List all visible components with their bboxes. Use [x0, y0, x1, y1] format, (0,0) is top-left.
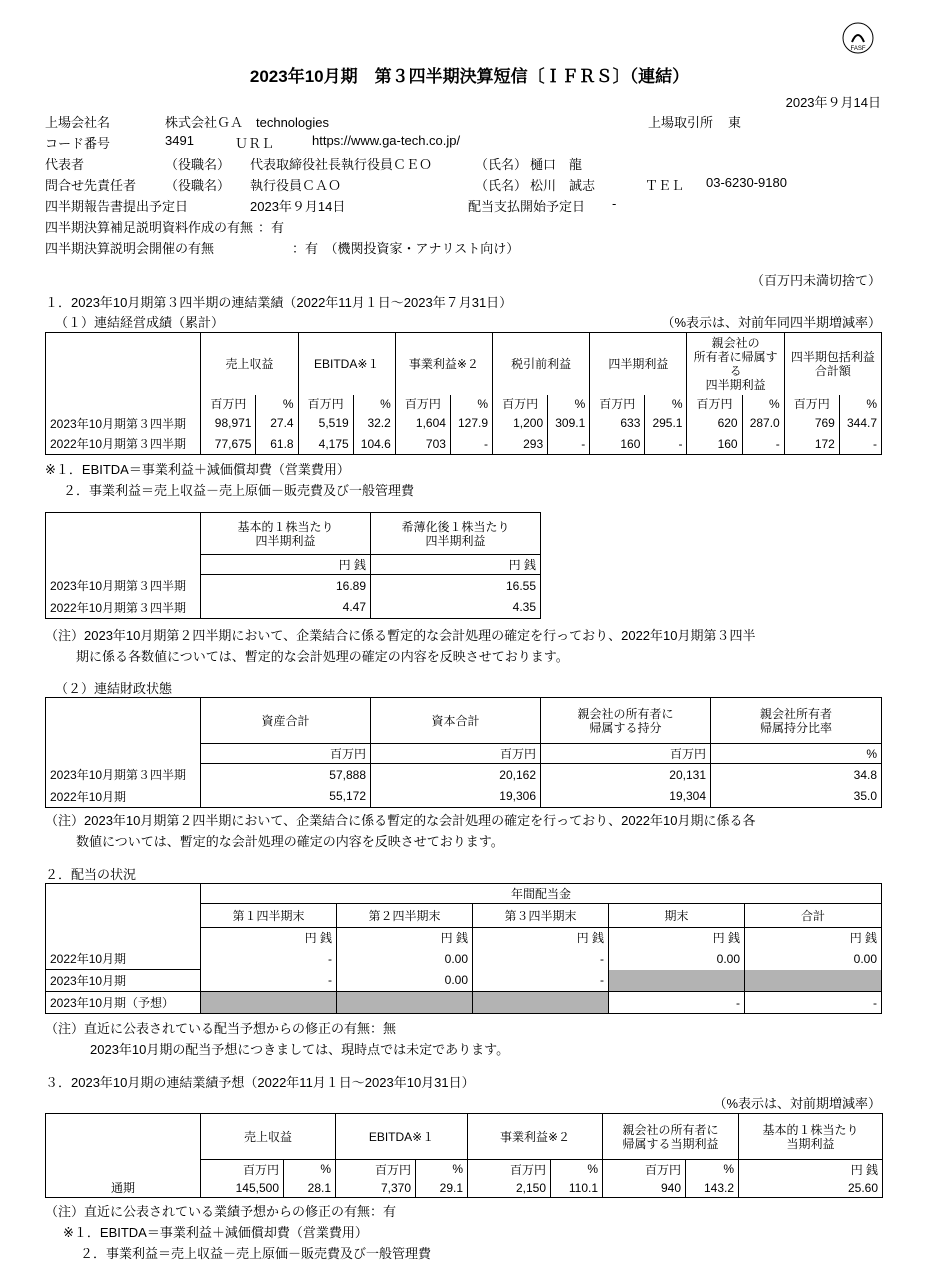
table-cell: 98,971 [201, 413, 256, 434]
table-cell: - [609, 992, 745, 1014]
exchange: 東 [728, 115, 742, 130]
contact-label: 問合せ先責任者 [45, 178, 137, 193]
unit-label: % [284, 1160, 336, 1179]
table-cell: 55,172 [201, 786, 371, 808]
table-cell: 703 [395, 434, 450, 455]
table-cell: 4.47 [201, 597, 371, 619]
table-cell: 35.0 [711, 786, 882, 808]
footnote-business-profit: ２．事業利益＝売上収益－売上原価－販売費及び一般管理費 [63, 483, 415, 498]
column-header: 第１四半期末 [201, 904, 337, 928]
footnote-ebitda-2: ※１．EBITDA＝事業利益＋減価償却費（営業費用） [63, 1225, 368, 1240]
table-cell: 19,306 [371, 786, 541, 808]
column-header: 税引前利益 [493, 333, 590, 395]
table-cell [46, 884, 201, 904]
note-1: （注）2023年10月期第２四半期において、企業結合に係る暫定的な会計処理の確定を行っており、2022年10月期第３四半 [45, 628, 756, 643]
column-header: 親会社所有者 帰属持分比率 [711, 698, 882, 744]
unit-label: 百万円 [468, 1160, 551, 1179]
unit-label: 百万円 [395, 395, 450, 413]
rep-title: 代表取締役社長執行役員ＣＥＯ [250, 157, 433, 172]
table-cell: - [473, 948, 609, 970]
row-label: 2023年10月期（予想） [46, 992, 201, 1014]
unit-label: % [711, 744, 882, 764]
table-cell: 344.7 [839, 413, 881, 434]
table-cell: 28.1 [284, 1179, 336, 1198]
unit-label: 円 銭 [745, 928, 882, 948]
row-label: 2023年10月期第３四半期 [46, 764, 201, 786]
company-label: 上場会社名 [45, 115, 111, 130]
unit-label: 百万円 [784, 395, 839, 413]
meeting-label: 四半期決算説明会開催の有無 [45, 241, 215, 256]
contact-name: 松川 誠志 [530, 178, 596, 193]
column-header: 売上収益 [201, 1114, 336, 1160]
table-cell [46, 698, 201, 744]
unit-label: 百万円 [603, 1160, 686, 1179]
financial-position-table [45, 697, 882, 808]
table-cell: 57,888 [201, 764, 371, 786]
table-cell [609, 970, 745, 992]
table-row [46, 786, 882, 808]
table-row [46, 597, 541, 619]
dividend-start-label: 配当支払開始予定日 [468, 199, 586, 214]
unit-row [46, 744, 882, 764]
unit-label: 百万円 [201, 395, 256, 413]
table-cell: 0.00 [609, 948, 745, 970]
meeting-value: ：有 （機関投資家・アナリスト向け） [292, 241, 520, 256]
table-cell: 0.00 [337, 948, 473, 970]
table-cell: 4.35 [371, 597, 541, 619]
rep-name-label: （氏名） [475, 157, 528, 172]
svg-text:FASF: FASF [850, 46, 866, 52]
unit-label: % [686, 1160, 739, 1179]
column-header: 第２四半期末 [337, 904, 473, 928]
table-cell: 145,500 [201, 1179, 284, 1198]
table-cell: 127.9 [450, 413, 492, 434]
code: 3491 [165, 133, 194, 148]
unit-label: % [256, 395, 298, 413]
row-label: 2023年10月期 [46, 970, 201, 992]
rep-name: 樋口 龍 [530, 157, 583, 172]
column-header: 資産合計 [201, 698, 371, 744]
unit-label: 百万円 [541, 744, 711, 764]
table-cell [745, 970, 882, 992]
contact-title: 執行役員ＣＡＯ [250, 178, 342, 193]
eps-table [45, 512, 541, 619]
unit-label: 円 銭 [201, 555, 371, 575]
report-date: 2023年９月14日 [250, 199, 346, 214]
unit-label: 百万円 [201, 744, 371, 764]
table-cell: 77,675 [201, 434, 256, 455]
unit-note: （百万円未満切捨て） [750, 273, 881, 288]
note-2: （注）2023年10月期第２四半期において、企業結合に係る暫定的な会計処理の確定を行っており、2022年10月期に係る各 [45, 813, 756, 828]
table-cell: 2,150 [468, 1179, 551, 1198]
table-cell [201, 992, 337, 1014]
tel: 03-6230-9180 [706, 175, 787, 190]
unit-row [46, 1160, 883, 1179]
row-label: 通期 [46, 1179, 201, 1198]
company-name: 株式会社ＧＡ technologies [165, 115, 329, 130]
table-cell: 633 [590, 413, 645, 434]
unit-label: 百万円 [687, 395, 742, 413]
section2-title: ２．配当の状況 [45, 867, 137, 882]
column-header: 資本合計 [371, 698, 541, 744]
tel-label: ＴＥＬ [645, 178, 685, 193]
group-header: 年間配当金 [201, 884, 882, 904]
dividends-table [45, 883, 882, 1014]
note-1b: 期に係る各数値については、暫定的な会計処理の確定の内容を反映させております。 [76, 649, 569, 664]
table-row [46, 1179, 883, 1198]
header-row [46, 904, 882, 928]
unit-label: % [551, 1160, 603, 1179]
dividend-start-date: - [612, 196, 617, 211]
row-label: 2023年10月期第３四半期 [46, 575, 201, 597]
table-cell: 0.00 [337, 970, 473, 992]
table-cell: 769 [784, 413, 839, 434]
table-cell [46, 1160, 201, 1179]
table-cell [46, 1114, 201, 1160]
unit-label: 百万円 [493, 395, 548, 413]
row-label: 2022年10月期 [46, 786, 201, 808]
operating-results-table [45, 332, 882, 455]
note-4: （注）直近に公表されている業績予想からの修正の有無：有 [45, 1204, 397, 1219]
table-cell: 4,175 [298, 434, 353, 455]
unit-label: % [548, 395, 590, 413]
table-cell: - [745, 992, 882, 1014]
contact-name-label: （氏名） [475, 178, 528, 193]
fasf-logo [842, 22, 874, 54]
unit-label: 円 銭 [371, 555, 541, 575]
table-cell [46, 555, 201, 575]
unit-label: 円 銭 [201, 928, 337, 948]
table-cell [46, 513, 201, 555]
exchange-label: 上場取引所 [648, 115, 714, 130]
unit-label: 円 銭 [609, 928, 745, 948]
table-cell: 0.00 [745, 948, 882, 970]
unit-label: 円 銭 [337, 928, 473, 948]
column-header: 親会社の所有者に 帰属する当期利益 [603, 1114, 739, 1160]
table-cell: 7,370 [336, 1179, 416, 1198]
report-label: 四半期報告書提出予定日 [45, 199, 189, 214]
table-cell: 620 [687, 413, 742, 434]
group-header-row [46, 884, 882, 904]
table-cell: 29.1 [416, 1179, 468, 1198]
header-row [46, 333, 882, 395]
table-cell: 309.1 [548, 413, 590, 434]
document-title: 2023年10月期 第３四半期決算短信〔ＩＦＲＳ〕（連結） [249, 67, 690, 86]
column-header: 親会社の 所有者に帰属す る 四半期利益 [687, 333, 784, 395]
column-header: 四半期利益 [590, 333, 687, 395]
column-header: 四半期包括利益 合計額 [784, 333, 881, 395]
table-cell: 20,131 [541, 764, 711, 786]
table-row [46, 970, 882, 992]
unit-label: 百万円 [201, 1160, 284, 1179]
table-row [46, 434, 882, 455]
footnote-business-profit-2: ２．事業利益＝売上収益－売上原価－販売費及び一般管理費 [80, 1246, 432, 1261]
unit-label: 円 銭 [473, 928, 609, 948]
table-cell: 16.55 [371, 575, 541, 597]
table-row [46, 992, 882, 1014]
code-label: コード番号 [45, 136, 111, 151]
table-cell: 34.8 [711, 764, 882, 786]
note-3: （注）直近に公表されている配当予想からの修正の有無：無 [45, 1021, 397, 1036]
section3-title: ３．2023年10月期の連結業績予想（2022年11月１日～2023年10月31日） [45, 1075, 475, 1090]
table-cell: 160 [590, 434, 645, 455]
url-label: ＵＲＬ [235, 136, 275, 151]
table-cell: 5,519 [298, 413, 353, 434]
header-row [46, 698, 882, 744]
table-cell: 295.1 [645, 413, 687, 434]
column-header: 事業利益※２ [395, 333, 492, 395]
table-cell: - [548, 434, 590, 455]
supp-label: 四半期決算補足説明資料作成の有無 [45, 220, 254, 235]
note-3b: 2023年10月期の配当予想につきましては、現時点では未定であります。 [90, 1042, 510, 1057]
table-cell: 143.2 [686, 1179, 739, 1198]
table-cell: 172 [784, 434, 839, 455]
unit-row [46, 395, 882, 413]
table-cell [337, 992, 473, 1014]
note-2b: 数値については、暫定的な会計処理の確定の内容を反映させております。 [76, 834, 504, 849]
column-header: 売上収益 [201, 333, 298, 395]
column-header: EBITDA※１ [336, 1114, 468, 1160]
header-row [46, 1114, 883, 1160]
column-header: 希薄化後１株当たり 四半期利益 [371, 513, 541, 555]
table-cell: 16.89 [201, 575, 371, 597]
table-cell [46, 904, 201, 928]
unit-label: % [742, 395, 784, 413]
section1-title: １．2023年10月期第３四半期の連結業績（2022年11月１日～2023年７月31日） [45, 295, 513, 310]
table-cell: 1,604 [395, 413, 450, 434]
table-cell: - [201, 970, 337, 992]
section1-1-title: （１）連結経営成績（累計） [55, 315, 225, 330]
footnote-ebitda: ※１．EBITDA＝事業利益＋減価償却費（営業費用） [45, 462, 350, 477]
unit-label: % [839, 395, 881, 413]
release-date: 2023年９月14日 [785, 95, 881, 110]
table-cell: - [742, 434, 784, 455]
column-header: 基本的１株当たり 当期利益 [739, 1114, 883, 1160]
unit-label: % [645, 395, 687, 413]
column-header: 基本的１株当たり 四半期利益 [201, 513, 371, 555]
table-cell: 104.6 [353, 434, 395, 455]
column-header: 事業利益※２ [468, 1114, 603, 1160]
contact-title-label: （役職名） [165, 178, 231, 193]
row-label: 2023年10月期第３四半期 [46, 413, 201, 434]
table-cell: 293 [493, 434, 548, 455]
column-header: 期末 [609, 904, 745, 928]
table-row [46, 764, 882, 786]
table-cell: - [839, 434, 881, 455]
table-cell [46, 333, 201, 395]
table-cell: 110.1 [551, 1179, 603, 1198]
table-cell: 25.60 [739, 1179, 883, 1198]
table-cell [46, 928, 201, 948]
table-cell: 940 [603, 1179, 686, 1198]
unit-label: 円 銭 [739, 1160, 883, 1179]
unit-row [46, 555, 541, 575]
row-label: 2022年10月期第３四半期 [46, 597, 201, 619]
section1-2-title: （２）連結財政状態 [55, 681, 173, 696]
table-cell: - [473, 970, 609, 992]
table-cell [46, 395, 201, 413]
rep-label: 代表者 [45, 157, 85, 172]
header-row [46, 513, 541, 555]
column-header: EBITDA※１ [298, 333, 395, 395]
table-cell [46, 744, 201, 764]
section1-1-note: （%表示は、対前年同四半期増減率） [661, 315, 881, 330]
row-label: 2022年10月期第３四半期 [46, 434, 201, 455]
unit-label: 百万円 [298, 395, 353, 413]
column-header: 第３四半期末 [473, 904, 609, 928]
section3-note: （%表示は、対前期増減率） [713, 1096, 881, 1111]
table-cell [473, 992, 609, 1014]
table-cell: 20,162 [371, 764, 541, 786]
unit-label: % [450, 395, 492, 413]
table-cell: 1,200 [493, 413, 548, 434]
table-cell: - [645, 434, 687, 455]
table-cell: 160 [687, 434, 742, 455]
unit-label: 百万円 [590, 395, 645, 413]
table-cell: 61.8 [256, 434, 298, 455]
unit-label: 百万円 [371, 744, 541, 764]
forecast-table [45, 1113, 883, 1198]
table-cell: - [201, 948, 337, 970]
unit-row [46, 928, 882, 948]
rep-title-label: （役職名） [165, 157, 231, 172]
unit-label: 百万円 [336, 1160, 416, 1179]
supp-value: ：有 [258, 220, 285, 235]
table-row [46, 575, 541, 597]
column-header: 合計 [745, 904, 882, 928]
unit-label: % [353, 395, 395, 413]
table-cell: 32.2 [353, 413, 395, 434]
url-link[interactable]: https://www.ga-tech.co.jp/ [312, 133, 461, 148]
table-row [46, 948, 882, 970]
column-header: 親会社の所有者に 帰属する持分 [541, 698, 711, 744]
table-cell: - [450, 434, 492, 455]
table-cell: 287.0 [742, 413, 784, 434]
row-label: 2022年10月期 [46, 948, 201, 970]
table-row [46, 413, 882, 434]
table-cell: 19,304 [541, 786, 711, 808]
table-cell: 27.4 [256, 413, 298, 434]
unit-label: % [416, 1160, 468, 1179]
